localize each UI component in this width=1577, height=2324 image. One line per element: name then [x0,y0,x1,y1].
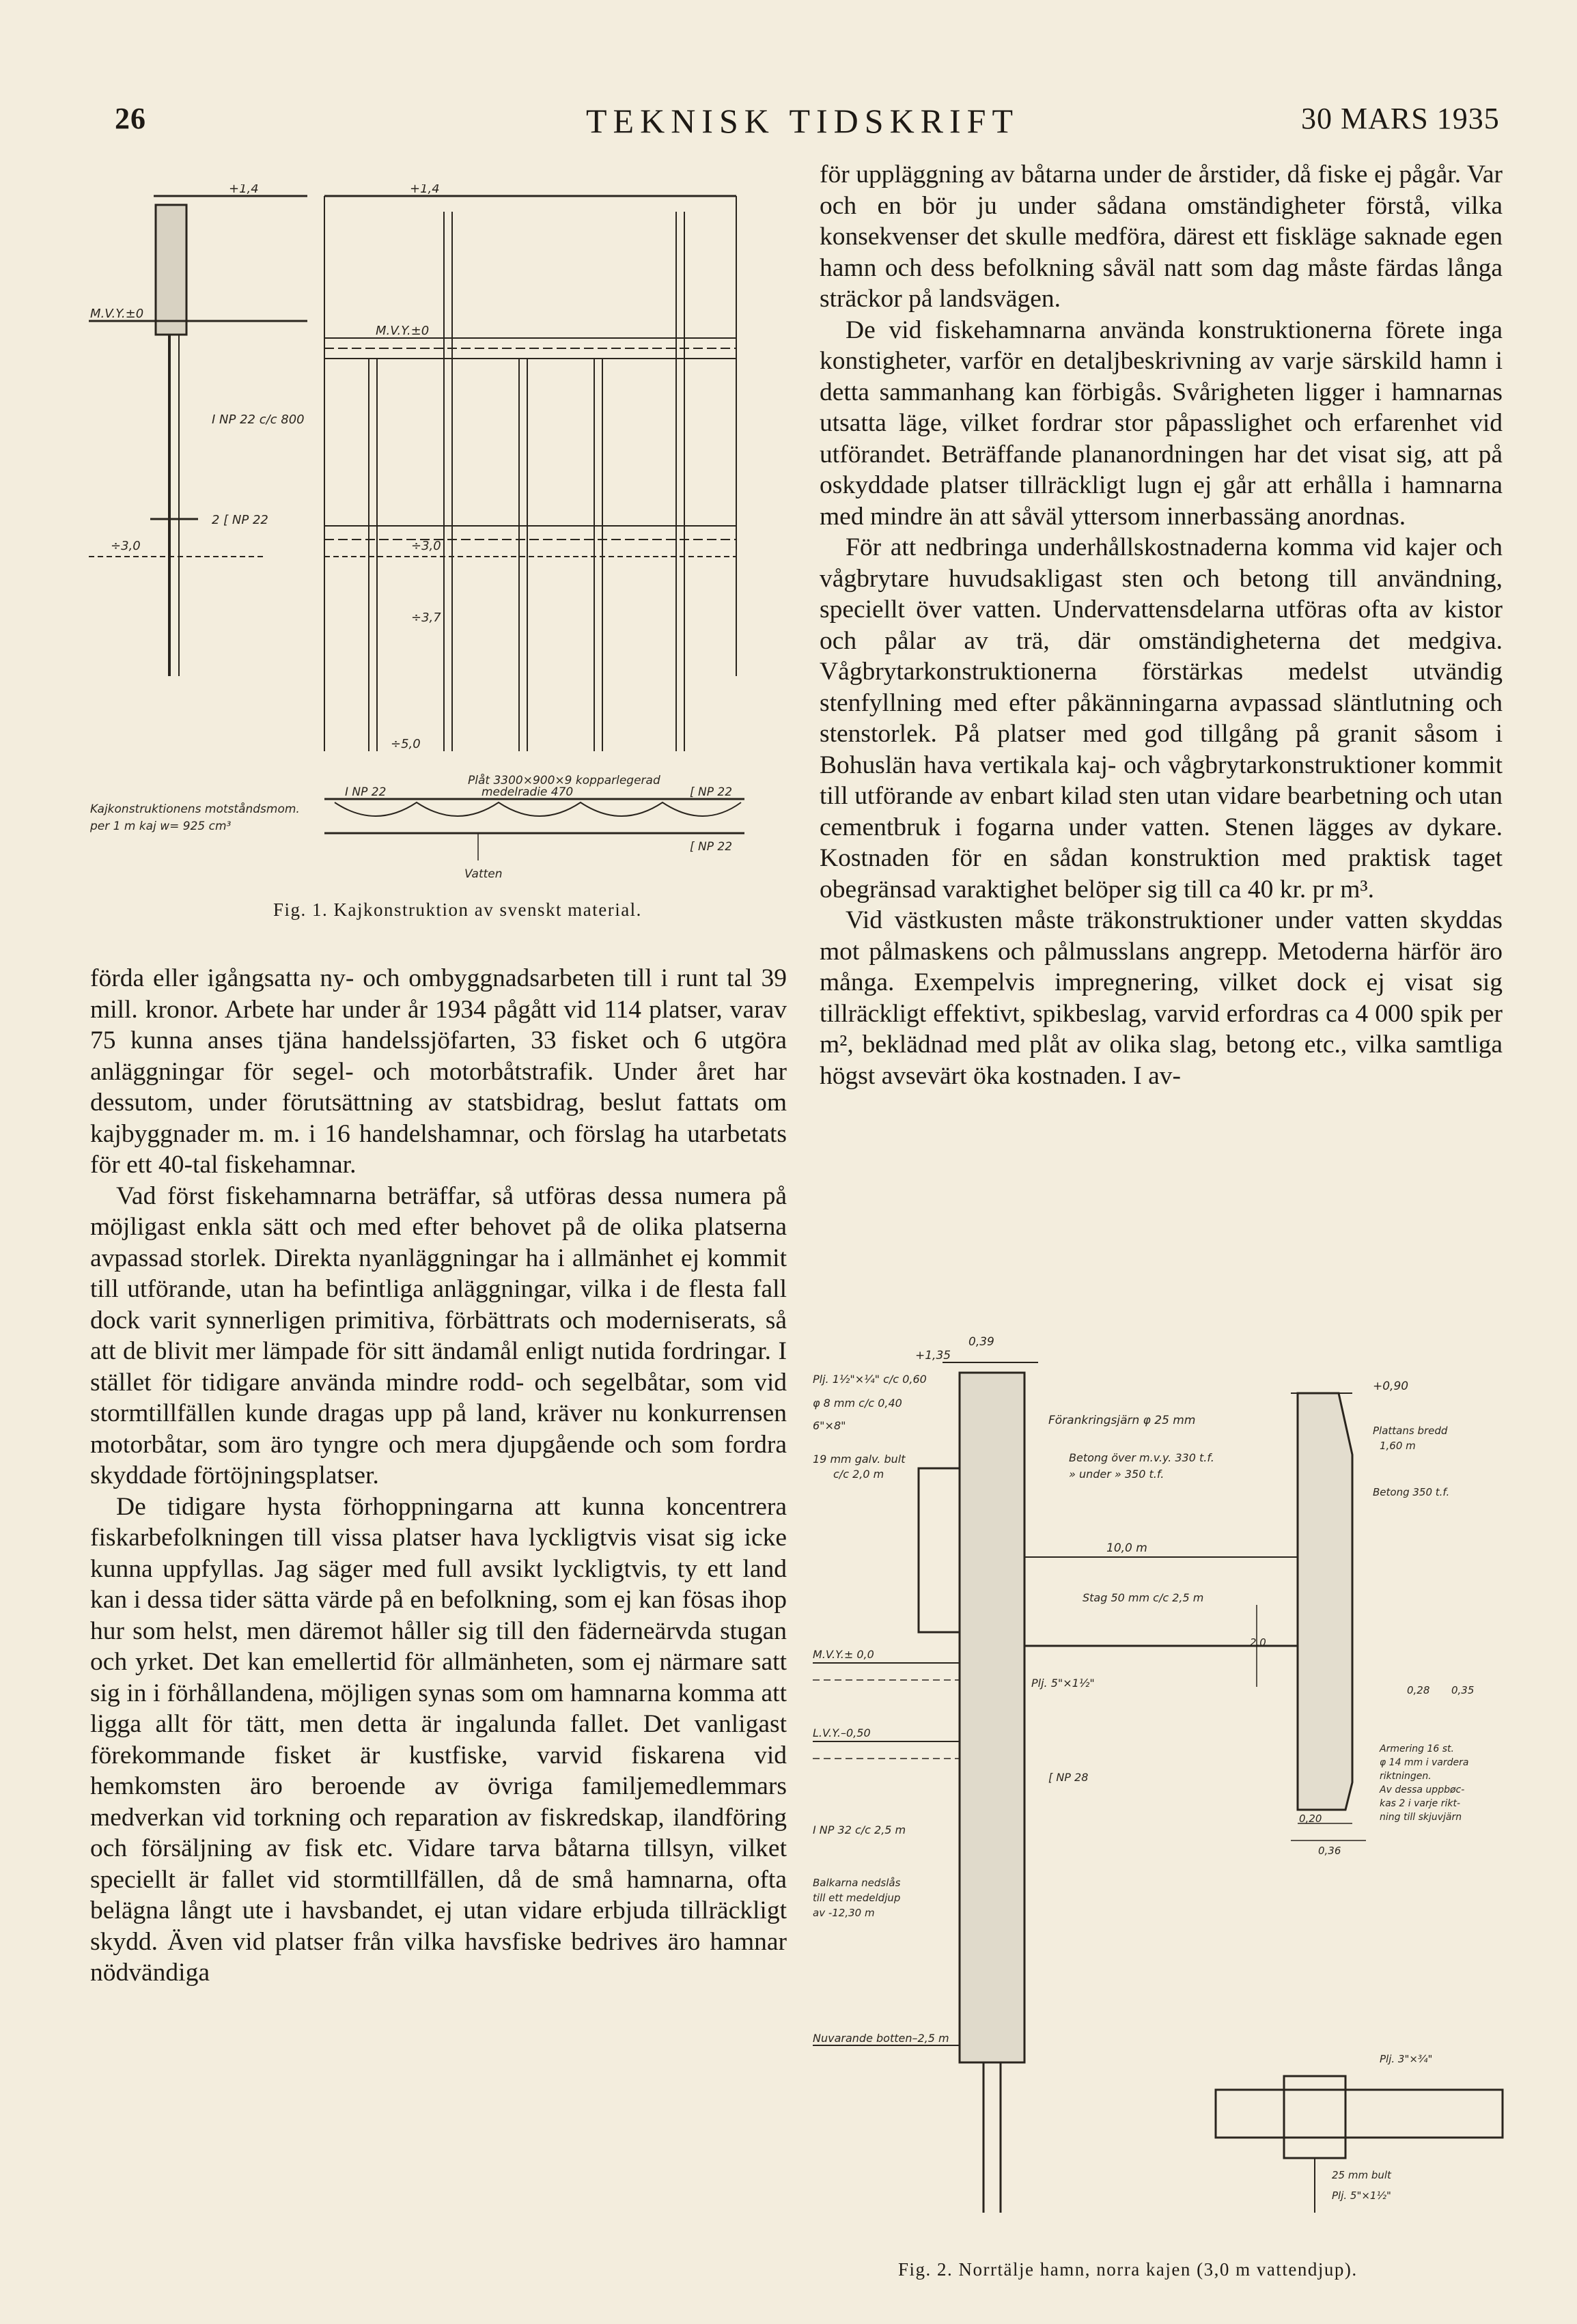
fig2-dim-top: 0,39 [968,1335,994,1349]
fig2-bolt25: 25 mm bult [1332,2169,1391,2181]
left-text-column [90,963,787,1989]
fig2-beam2: I NP 32 c/c 2,5 m [813,1823,906,1836]
fig2-rebar-line4: Av dessa uppbøc- [1380,1784,1465,1795]
fig1-depth-c: ÷3,7 [411,611,441,625]
fig1-water: Vatten [464,867,503,881]
issue-date: 30 MARS 1935 [1301,102,1500,135]
fig2-dim-020: 0,20 [1299,1812,1322,1825]
figure-1-quay-construction [89,184,772,888]
fig2-slab-concrete: Betong 350 t.f. [1373,1486,1450,1498]
fig2-rebar-line1: Armering 16 st. [1380,1744,1454,1754]
right-paragraph: De vid fiskehamnarna använda konstruktionerna förete inga konstigheter, varför en detaljbeskrivning av varje särskild hamn i detta sammanhang kan förbigås. Svårigheten ligger i hamnarnas utsatta läge, vilket fordrar stor påpasslighet och erfarenhet vid utförandet. Beträffande plananordningen har det visat sig, att på oskyddade platser tillräckligt lugn ej går att erhålla i hamnarna med mindre än att såväl yttersom innerbassäng anordnas. [820,316,1503,531]
fig2-rebar-line5: kas 2 i varje rikt- [1380,1798,1460,1809]
fig1-beam-d: [ NP 22 [690,785,733,799]
fig2-slab-line2: 1,60 m [1380,1440,1416,1452]
figure-1-caption: Fig. 1. Kajkonstruktion av svenskt material. [273,899,642,920]
fig2-level-090: +0,90 [1373,1380,1409,1393]
fig2-plank5: Plj. 5"×1½" [1332,2189,1391,2202]
left-paragraph: De tidigare hysta förhoppningarna att kunna koncentrera fiskarbefolkningen till vissa platser hava lyckligtvis visat sig icke kunna uppfyllas. Jag säger med full avsikt lyckligtvis, ty ett land kan i dessa tider sätta värde på en befolkning, som ej kan fösas ihop hur som helst, men däremot håller sig till den fäderneärvda stugan och yrket. Det kan emellertid för allmänheten, som ej närmare satt sig in i förhållandena, möjligen synas som om hamnarna komma att ligga allt för tätt, men detta är ingalunda fallet. Det vanligast förekommande fisket är kustfiske, varvid fiskarena vid hemkomsten äro beroende av övriga familjemedlemmars medverkan vid torkning och reparation av fiskredskap, ilandföring och försäljning av fisk etc. Vidare tarva båtarna tillsyn, vilket speciellt är fallet vid stormtillfällen, då de små hamnarna, ofta belägna långt ute i havsbandet, ej utan vidare erbjuda tillräckligt skydd. Även vid platser från vilka havsfiske bedrives äro hamnar nödvändiga [90,1492,787,1987]
fig1-level-top-a: +1,4 [229,184,259,196]
fig2-dim-20: 2,0 [1250,1636,1266,1649]
fig2-plank2: 6"×8" [813,1419,846,1432]
fig2-beam1: [ NP 28 [1048,1771,1089,1784]
fig2-level-135: +1,35 [915,1349,951,1362]
fig1-plate-line1: Plåt 3300×900×9 kopparlegerad [468,774,660,787]
fig1-depth-b: ÷3,0 [411,539,441,553]
fig2-bolt-line2: c/c 2,0 m [833,1468,884,1481]
fig1-note-line2: per 1 m kaj w= 925 cm³ [90,820,232,833]
journal-title: TEKNISK TIDSKRIFT [586,102,1020,140]
fig2-bottom: Nuvarande botten–2,5 m [813,2032,949,2045]
fig1-depth-a: ÷3,0 [111,539,141,553]
fig1-beam-e: [ NP 22 [690,840,733,854]
fig2-rebar-line6: ning till skjuvjärn [1380,1812,1462,1823]
fig2-rebar-line2: φ 14 mm i vardera [1380,1757,1469,1768]
fig1-plate-line2: medelradie 470 [482,785,574,799]
figure-2-drawing [813,1332,1509,2247]
fig2-dist: 10,0 m [1106,1541,1147,1555]
fig1-depth-d: ÷5,0 [391,737,421,751]
right-paragraph: för uppläggning av båtarna under de årstider, då fiske ej pågår. Var och en bör ju under sådana omständigheter förstå, vilka konsekvenser det skulle medföra, därest ett fiskläge saknade egen hamn och dess befolkning såväl natt som dag måste färdas långa sträckor på landsvägen. [820,160,1503,313]
fig1-mvy-b: M.V.Y.±0 [376,324,430,338]
fig1-beam-b: 2 [ NP 22 [212,513,268,527]
fig2-bed-line1: Balkarna nedslås [813,1877,901,1889]
fig2-dim-028: 0,28 [1407,1684,1430,1696]
fig2-bolt-line1: 19 mm galv. bult [813,1453,906,1466]
right-text-column [820,159,1503,1091]
fig1-level-top-b: +1,4 [410,184,440,196]
fig2-bed-line3: av -12,30 m [813,1907,875,1919]
fig2-concrete1: Betong över m.v.y. 330 t.f. [1069,1451,1214,1464]
fig2-mvy: M.V.Y.± 0,0 [813,1648,874,1661]
fig2-dim-035: 0,35 [1451,1684,1475,1696]
right-paragraph: Vid västkusten måste träkonstruktioner under vatten skyddas mot pålmaskens och pålmusslans angrepp. Metoderna härför äro många. Exempelvis impregnering, vilket dock ej visat sig tillräckligt effektivt, spikbeslag, varvid erfordras ca 4 000 spik per m², beklädnad med plåt av olika slag, betong etc., vilka samtliga högst avsevärt öka kostnaden. I av- [820,906,1503,1090]
left-paragraph: Vad först fiskehamnarna beträffar, så utföras dessa numera på möjligast enkla sätt och med efter behovet på de olika platserna avpassad storlek. Direkta nyanläggningar ha i allmänhet ej kommit till utförande, utan ha befintliga anläggningar, vilka i de flesta fall dock varit synnerligen primitiva, förbättrats och moderniserats, så att de blivit mer lämpade för sitt ändamål enligt nutida fordringar. I stället för tidigare använda mindre rodd- och segelbåtar, som vid stormtillfällen kunde dragas upp på land, kräver nu konkurrensen motorbåtar, som äro tyngre och mera djupgående och som fordra skyddade förtöjningsplatser. [90,1181,787,1489]
fig2-stag: Stag 50 mm c/c 2,5 m [1083,1591,1204,1604]
figure-1-drawing [89,184,772,888]
fig1-beam-a: I NP 22 c/c 800 [212,412,305,427]
fig2-lvy: L.V.Y.–0,50 [813,1726,871,1739]
fig2-bed-line2: till ett medeldjup [813,1892,901,1904]
fig2-plank: Plj. 1½"×¼" c/c 0,60 [813,1373,927,1386]
fig2-plank3: Plj. 5"×1½" [1031,1677,1095,1690]
right-paragraph: För att nedbringa underhållskostnaderna komma vid kajer och vågbrytare huvudsakligast sten och betong till användning, speciellt över vatten. Undervattensdelarna utföras ofta av kistor och pålar av trä, där omständigheterna det medgiva. Vågbrytarkonstruktionerna förstärkas medelst utvändig stenfyllning med efter påkänningarna avpassad släntlutning och stenstorlek. På platser med god tillgång på granit såsom i Bohuslän hava vertikala kaj- och vågbrytarkonstruktioner kommit till utförande av enbart kilad sten utan vidare bearbetning och utan cementbruk i fogarna under vatten. Stenen lägges av dykare. Kostnaden för en sådan konstruktion med praktisk taget obegränsad varaktighet belöper sig till ca 40 kr. pr m³. [820,533,1503,904]
fig2-concrete2: » under » 350 t.f. [1069,1468,1164,1481]
fig2-plank4: Plj. 3"×¾" [1380,2053,1433,2065]
fig2-dim-036: 0,36 [1318,1845,1341,1857]
fig2-anchor: Förankringsjärn φ 25 mm [1048,1414,1196,1427]
fig1-note-line1: Kajkonstruktionens motståndsmom. [90,802,300,816]
fig1-beam-c: I NP 22 [345,785,387,799]
left-paragraph: förda eller igångsatta ny- och ombyggnadsarbeten till i runt tal 39 mill. kronor. Arbete har under år 1934 pågått vid 114 platser, varav 75 kunna anses tjäna handelssjöfarten, 33 fisket och 6 utgöra anläggningar för segel- och motorbåtstrafik. Under året har dessutom, under förutsättning av statsbidrag, beslut fattats om kajbyggnader m. m. i 16 handelshamnar, och förslag ha utarbetats för ett 40-tal fiskehamnar. [90,964,787,1179]
figure-2-caption: Fig. 2. Norrtälje hamn, norra kajen (3,0 m vattendjup). [898,2259,1358,2280]
fig2-rebar: φ 8 mm c/c 0,40 [813,1397,902,1410]
fig1-mvy-a: M.V.Y.±0 [90,307,144,321]
fig2-slab-line1: Plattans bredd [1373,1425,1448,1437]
figure-2-norrtalje-quay [813,1332,1509,2247]
page-number: 26 [115,102,146,135]
fig2-rebar-line3: riktningen. [1380,1771,1432,1782]
